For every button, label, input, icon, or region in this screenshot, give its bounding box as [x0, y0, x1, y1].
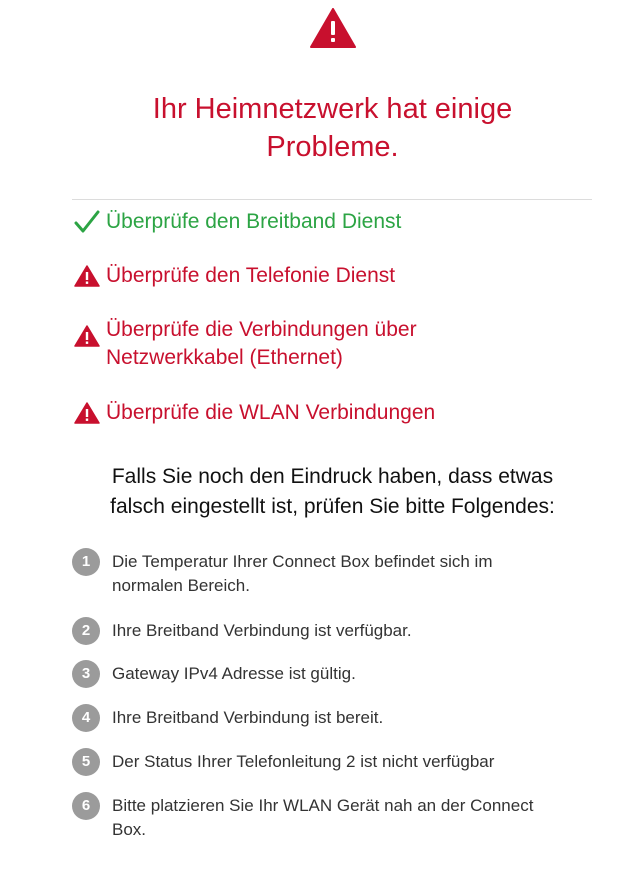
check-item-label: Überprüfe den Breitband Dienst	[106, 210, 402, 233]
page-title	[60, 90, 605, 166]
check-item-broadband	[72, 208, 522, 236]
step-text: Gateway IPv4 Adresse ist gültig.	[112, 664, 356, 683]
step-text: Ihre Breitband Verbindung ist verfügbar.	[112, 621, 412, 640]
list-item	[72, 750, 600, 776]
step-text: Ihre Breitband Verbindung ist bereit.	[112, 708, 384, 727]
divider	[72, 199, 592, 200]
step-text-line-1: Die Temperatur Ihrer Connect Box befindet sich im	[112, 552, 493, 571]
check-item-label: Überprüfe die WLAN Verbindungen	[106, 401, 436, 424]
list-item	[72, 662, 600, 688]
step-number-badge: 1	[72, 548, 100, 576]
step-text-line-1: Bitte platzieren Sie Ihr WLAN Gerät nah an der Connect	[112, 796, 534, 815]
step-number-badge: 3	[72, 660, 100, 688]
warning-icon	[310, 8, 356, 48]
hint-line-1: Falls Sie noch den Eindruck haben, dass etwas	[111, 465, 554, 488]
list-item	[72, 619, 600, 645]
list-item	[72, 706, 600, 732]
check-item-label-line-2: Netzwerkkabel (Ethernet)	[106, 346, 343, 369]
check-item-label	[102, 316, 522, 372]
step-number-badge: 4	[72, 704, 100, 732]
warning-icon	[72, 399, 102, 427]
list-item	[72, 794, 600, 842]
step-text	[100, 550, 600, 598]
hint-line-2: falsch eingestellt ist, prüfen Sie bitte Folgendes:	[110, 495, 555, 518]
check-item-label: Überprüfe den Telefonie Dienst	[106, 264, 396, 287]
warning-icon	[72, 262, 102, 290]
check-item-telephony	[72, 262, 522, 290]
warning-icon	[72, 322, 102, 350]
list-item	[72, 550, 600, 598]
check-item-label-line-1: Überprüfe die Verbindungen über	[106, 318, 417, 341]
step-text-line-2: normalen Bereich.	[112, 576, 250, 595]
checkmark-icon	[72, 208, 102, 236]
step-text	[100, 794, 600, 842]
hint-text	[40, 462, 625, 522]
page-title-line-2: Probleme.	[266, 131, 399, 163]
check-item-wlan	[72, 399, 522, 427]
step-number-badge: 5	[72, 748, 100, 776]
step-text-line-2: Box.	[112, 820, 147, 839]
page-title-line-1: Ihr Heimnetzwerk hat einige	[152, 93, 513, 125]
step-number-badge: 2	[72, 617, 100, 645]
check-item-ethernet	[72, 316, 522, 372]
step-text: Der Status Ihrer Telefonleitung 2 ist nicht verfügbar	[112, 752, 495, 771]
step-number-badge: 6	[72, 792, 100, 820]
